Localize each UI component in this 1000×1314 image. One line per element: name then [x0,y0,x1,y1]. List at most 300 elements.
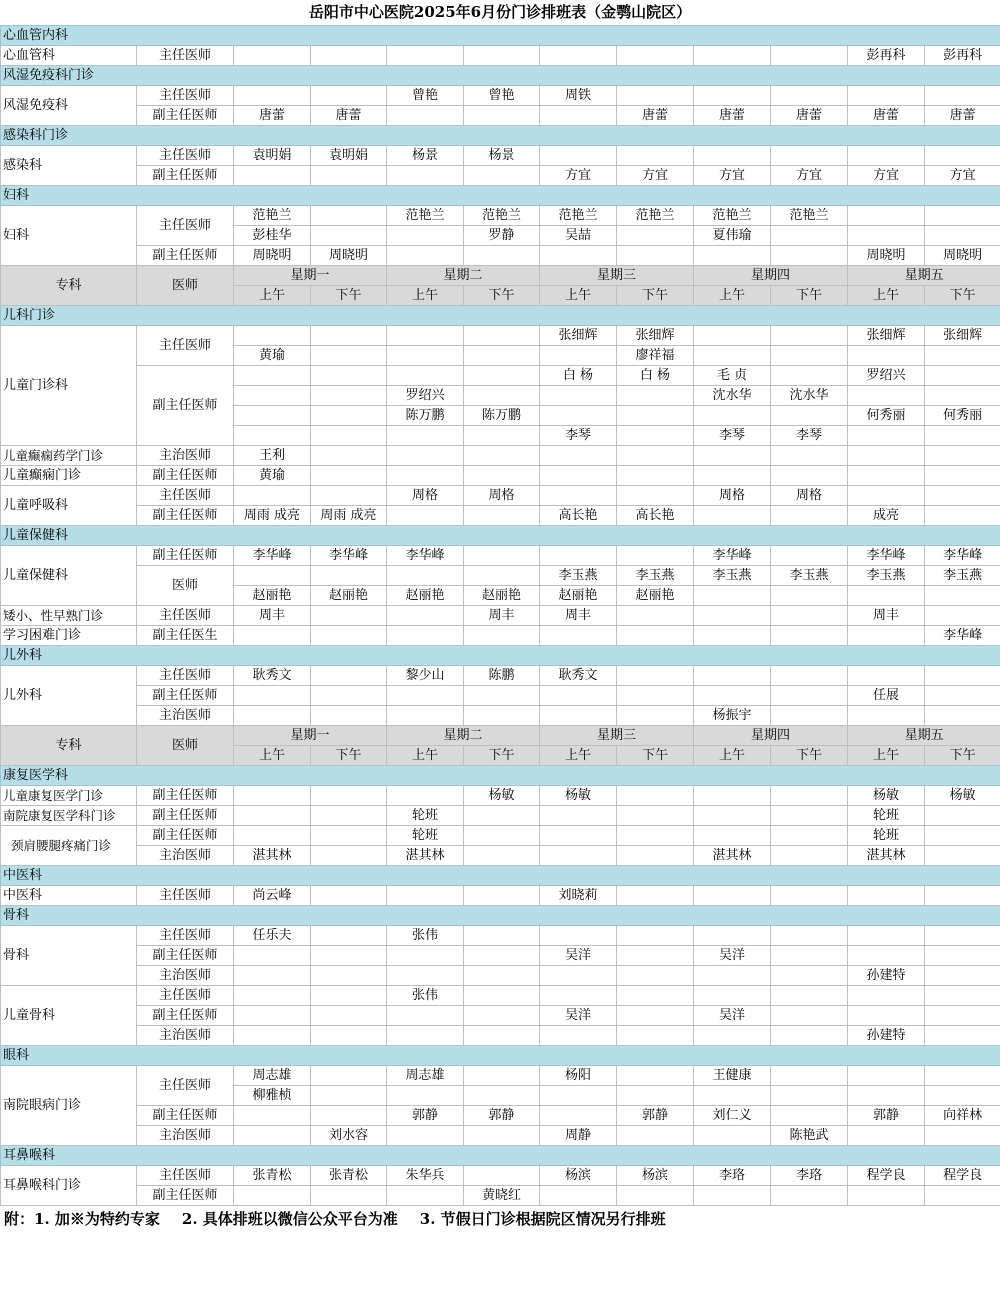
pm-header: 下午 [311,746,387,766]
doctor-cell: 李玉燕 [925,566,1000,586]
doctor-cell: 曾艳 [387,86,464,106]
section-row [1,186,1000,206]
department-cell: 儿外科 [1,666,137,726]
doctor-cell: 刘水容 [311,1126,387,1146]
section-title: 眼科 [1,1046,1000,1066]
doctor-cell [848,986,925,1006]
doctor-cell: 方宜 [540,166,617,186]
doctor-cell: 成亮 [848,506,925,526]
doctor-cell: 李玉燕 [540,566,617,586]
doctor-cell: 范艳兰 [234,206,311,226]
doctor-cell [540,246,617,266]
doctor-cell [311,1026,387,1046]
doctor-title-cell: 主任医师 [137,886,234,906]
doctor-cell [617,1006,694,1026]
doctor-title-cell: 主任医师 [137,986,234,1006]
section-row [1,306,1000,326]
doctor-cell [848,206,925,226]
doctor-cell [617,486,694,506]
doctor-cell [540,986,617,1006]
doctor-cell [848,466,925,486]
doctor-cell [464,626,540,646]
doctor-cell [771,846,848,866]
doctor-title-cell: 副主任医师 [137,1106,234,1126]
doctor-cell [387,326,464,346]
schedule-row [1,1166,1000,1186]
doctor-cell [771,1186,848,1206]
doctor-cell [694,786,771,806]
doctor-cell [464,426,540,446]
doctor-cell: 郭静 [617,1106,694,1126]
doctor-cell [387,226,464,246]
doctor-cell [617,546,694,566]
doctor-cell: 程学良 [848,1166,925,1186]
doctor-cell [617,806,694,826]
doctor-cell [387,506,464,526]
doctor-cell: 王健康 [694,1066,771,1086]
doctor-cell [617,946,694,966]
doctor-cell: 耿秀文 [540,666,617,686]
pm-header: 下午 [925,286,1000,306]
doctor-cell [464,1066,540,1086]
doctor-cell [771,246,848,266]
day-header: 星期四 [694,726,848,746]
doctor-cell [617,46,694,66]
doctor-cell [311,606,387,626]
dept-column-header: 专科 [1,266,137,306]
doctor-cell [694,606,771,626]
doctor-cell: 唐蕾 [771,106,848,126]
doctor-cell: 杨敏 [925,786,1000,806]
doctor-cell: 杨滨 [540,1166,617,1186]
doctor-title-cell: 主治医师 [137,846,234,866]
doctor-cell [234,706,311,726]
doctor-cell [540,846,617,866]
schedule-row [1,446,1000,466]
day-header: 星期四 [694,266,848,286]
section-title: 儿科门诊 [1,306,1000,326]
doctor-cell [311,366,387,386]
schedule-row [1,966,1000,986]
day-header: 星期三 [540,266,694,286]
doctor-cell [771,446,848,466]
doctor-cell [925,1006,1000,1026]
doctor-cell: 李玉燕 [848,566,925,586]
doctor-cell: 彭再科 [925,46,1000,66]
doctor-cell [387,626,464,646]
schedule-row [1,326,1000,346]
department-cell: 儿童门诊科 [1,326,137,446]
doctor-title-cell: 副主任医师 [137,826,234,846]
doctor-cell: 周丰 [464,606,540,626]
doctor-cell [694,86,771,106]
doctor-cell: 方宜 [617,166,694,186]
doctor-cell: 吴洋 [540,1006,617,1026]
schedule-row [1,706,1000,726]
doctor-cell [848,1086,925,1106]
doctor-cell [617,446,694,466]
doctor-cell: 王利 [234,446,311,466]
doctor-title-cell: 副主任医生 [137,626,234,646]
doctor-cell: 轮班 [848,806,925,826]
footer-prefix: 附： [4,1210,35,1228]
doctor-cell [694,586,771,606]
doctor-cell [234,46,311,66]
doctor-cell [694,146,771,166]
schedule-row [1,826,1000,846]
doctor-cell [617,426,694,446]
doctor-cell [311,486,387,506]
doctor-cell [617,86,694,106]
doctor-title-cell: 副主任医师 [137,786,234,806]
doctor-cell [694,806,771,826]
am-header: 上午 [848,286,925,306]
doctor-cell: 湛其林 [848,846,925,866]
doctor-cell: 周雨 成亮 [311,506,387,526]
doctor-cell [234,406,311,426]
doctor-cell [540,966,617,986]
doctor-cell: 周丰 [540,606,617,626]
doctor-column-header: 医师 [137,726,234,766]
section-row [1,866,1000,886]
doctor-cell [387,166,464,186]
pm-header: 下午 [617,746,694,766]
doctor-cell [771,986,848,1006]
section-title: 儿童保健科 [1,526,1000,546]
doctor-cell [694,626,771,646]
doctor-cell [234,626,311,646]
doctor-cell: 吴洋 [694,1006,771,1026]
doctor-cell: 吴洋 [694,946,771,966]
doctor-cell [311,1006,387,1026]
doctor-title-cell: 主任医师 [137,1066,234,1106]
doctor-cell: 周格 [387,486,464,506]
doctor-cell [311,986,387,1006]
doctor-cell [311,1186,387,1206]
department-cell: 儿童康复医学门诊 [1,786,137,806]
doctor-cell [540,346,617,366]
department-cell: 儿童骨科 [1,986,137,1046]
section-row [1,526,1000,546]
am-header: 上午 [540,746,617,766]
doctor-cell: 唐蕾 [234,106,311,126]
doctor-cell: 方宜 [694,166,771,186]
doctor-cell [464,846,540,866]
doctor-cell [694,346,771,366]
doctor-title-cell: 副主任医师 [137,466,234,486]
doctor-cell: 湛其林 [387,846,464,866]
doctor-cell: 耿秀文 [234,666,311,686]
doctor-cell: 李华峰 [234,546,311,566]
doctor-cell [617,146,694,166]
header-row [1,726,1000,746]
doctor-cell: 李玉燕 [694,566,771,586]
pm-header: 下午 [311,286,387,306]
doctor-cell: 湛其林 [234,846,311,866]
doctor-cell [771,1086,848,1106]
section-title: 风湿免疫科门诊 [1,66,1000,86]
doctor-cell [848,926,925,946]
doctor-cell [925,1066,1000,1086]
doctor-cell: 郭静 [464,1106,540,1126]
doctor-cell [464,806,540,826]
doctor-cell [234,486,311,506]
doctor-cell [387,966,464,986]
doctor-cell: 沈水华 [771,386,848,406]
doctor-cell: 李琴 [771,426,848,446]
doctor-cell [234,1126,311,1146]
doctor-cell [311,566,387,586]
doctor-cell [848,1006,925,1026]
doctor-title-cell: 主任医师 [137,326,234,366]
doctor-cell [617,1066,694,1086]
doctor-cell [464,986,540,1006]
doctor-cell: 赵丽艳 [464,586,540,606]
doctor-title-cell: 副主任医师 [137,1186,234,1206]
am-header: 上午 [387,286,464,306]
day-header: 星期五 [848,726,1000,746]
page-title: 岳阳市中心医院2025年6月份门诊排班表（金鹗山院区） [308,3,692,21]
doctor-cell [617,1186,694,1206]
doctor-cell: 李华峰 [925,546,1000,566]
dept-column-header: 专科 [1,726,137,766]
am-header: 上午 [234,286,311,306]
doctor-cell: 杨敏 [540,786,617,806]
section-title: 耳鼻喉科 [1,1146,1000,1166]
doctor-cell [234,366,311,386]
doctor-cell: 白 杨 [617,366,694,386]
section-row [1,1046,1000,1066]
section-title: 心血管内科 [1,26,1000,46]
doctor-cell [540,466,617,486]
doctor-cell: 张细辉 [540,326,617,346]
pm-header: 下午 [771,286,848,306]
footer-note-2: 2. 具体排班以微信公众平台为准 [181,1210,398,1228]
doctor-title-cell: 主任医师 [137,46,234,66]
doctor-cell [925,366,1000,386]
doctor-cell [311,1066,387,1086]
doctor-cell [617,626,694,646]
doctor-cell [311,846,387,866]
doctor-cell: 杨振宇 [694,706,771,726]
doctor-cell: 夏伟瑜 [694,226,771,246]
doctor-cell [925,506,1000,526]
doctor-title-cell: 主治医师 [137,446,234,466]
doctor-cell [848,146,925,166]
am-header: 上午 [848,746,925,766]
doctor-cell: 刘仁义 [694,1106,771,1126]
doctor-cell [311,666,387,686]
schedule-row [1,946,1000,966]
schedule-row [1,1186,1000,1206]
doctor-cell [234,1026,311,1046]
doctor-cell [694,1086,771,1106]
doctor-cell: 范艳兰 [617,206,694,226]
doctor-cell [540,106,617,126]
pm-header: 下午 [464,286,540,306]
doctor-cell [771,826,848,846]
doctor-cell [311,706,387,726]
doctor-cell: 张青松 [311,1166,387,1186]
pm-header: 下午 [464,746,540,766]
doctor-cell [387,886,464,906]
section-title: 妇科 [1,186,1000,206]
doctor-cell [694,686,771,706]
department-cell: 儿童癫痫药学门诊 [1,446,137,466]
footer-note-1: 1. 加※为特约专家 [34,1210,160,1228]
doctor-title-cell: 主任医师 [137,146,234,166]
doctor-cell: 李珞 [771,1166,848,1186]
doctor-cell [311,886,387,906]
doctor-cell [311,406,387,426]
doctor-cell: 周格 [694,486,771,506]
schedule-row [1,246,1000,266]
department-cell: 骨科 [1,926,137,986]
schedule-row [1,986,1000,1006]
doctor-title-cell: 主任医师 [137,666,234,686]
doctor-cell [848,446,925,466]
section-title: 儿外科 [1,646,1000,666]
doctor-cell: 高长艳 [617,506,694,526]
department-cell: 颈肩腰腿疼痛门诊 [1,826,137,866]
am-header: 上午 [694,746,771,766]
doctor-cell [925,1026,1000,1046]
doctor-cell [387,246,464,266]
footer-note-3: 3. 节假日门诊根据院区情况另行排班 [419,1210,666,1228]
doctor-cell [464,326,540,346]
doctor-cell [311,426,387,446]
doctor-cell: 杨景 [464,146,540,166]
department-cell: 妇科 [1,206,137,266]
doctor-title-cell: 副主任医师 [137,506,234,526]
doctor-cell [234,826,311,846]
doctor-cell [387,366,464,386]
schedule-row [1,806,1000,826]
doctor-cell [848,1066,925,1086]
section-title: 感染科门诊 [1,126,1000,146]
doctor-cell [311,226,387,246]
doctor-cell [771,1106,848,1126]
doctor-title-cell: 主任医师 [137,606,234,626]
doctor-cell: 周丰 [234,606,311,626]
schedule-row [1,846,1000,866]
doctor-cell [234,686,311,706]
doctor-cell [925,966,1000,986]
doctor-cell [694,506,771,526]
doctor-cell: 周铁 [540,86,617,106]
doctor-cell [925,1086,1000,1106]
doctor-cell [464,106,540,126]
doctor-cell [848,666,925,686]
doctor-title-cell: 副主任医师 [137,546,234,566]
doctor-cell [234,966,311,986]
doctor-cell [617,686,694,706]
doctor-cell: 尚云峰 [234,886,311,906]
doctor-cell [540,446,617,466]
doctor-cell [540,1086,617,1106]
section-row [1,1146,1000,1166]
department-cell: 耳鼻喉科门诊 [1,1166,137,1206]
doctor-cell [771,346,848,366]
doctor-cell [771,546,848,566]
doctor-cell [925,666,1000,686]
doctor-cell [464,966,540,986]
doctor-cell [848,386,925,406]
doctor-cell [234,426,311,446]
schedule-row [1,686,1000,706]
doctor-cell [540,406,617,426]
doctor-cell: 黄瑜 [234,466,311,486]
doctor-cell [464,1086,540,1106]
doctor-cell [925,986,1000,1006]
doctor-cell [540,1186,617,1206]
doctor-cell [234,326,311,346]
doctor-cell [848,1126,925,1146]
schedule-table [0,25,1000,1206]
doctor-cell: 周静 [540,1126,617,1146]
doctor-cell [925,386,1000,406]
doctor-cell: 沈水华 [694,386,771,406]
doctor-cell [387,1086,464,1106]
doctor-cell [848,706,925,726]
doctor-cell: 朱华兵 [387,1166,464,1186]
doctor-cell: 李华峰 [848,546,925,566]
day-header: 星期二 [387,266,540,286]
doctor-cell [848,86,925,106]
doctor-cell: 周格 [771,486,848,506]
schedule-row [1,366,1000,386]
department-cell: 儿童癫痫门诊 [1,466,137,486]
doctor-cell [464,1006,540,1026]
doctor-cell [311,446,387,466]
doctor-cell [771,226,848,246]
doctor-cell: 方宜 [771,166,848,186]
doctor-cell: 范艳兰 [771,206,848,226]
doctor-cell [694,966,771,986]
doctor-cell [311,386,387,406]
section-row [1,766,1000,786]
doctor-cell [925,706,1000,726]
schedule-row [1,606,1000,626]
doctor-cell [464,826,540,846]
schedule-row [1,166,1000,186]
doctor-cell [771,926,848,946]
department-cell: 儿童呼吸科 [1,486,137,526]
doctor-cell [387,1126,464,1146]
doctor-cell [771,1066,848,1086]
doctor-cell: 周丰 [848,606,925,626]
doctor-cell [617,846,694,866]
doctor-cell [925,466,1000,486]
doctor-cell: 张青松 [234,1166,311,1186]
doctor-cell [771,1006,848,1026]
section-row [1,906,1000,926]
department-cell: 学习困难门诊 [1,626,137,646]
doctor-cell [771,46,848,66]
schedule-row [1,1066,1000,1086]
doctor-cell [387,1006,464,1026]
doctor-cell [925,846,1000,866]
doctor-cell: 罗绍兴 [387,386,464,406]
doctor-cell: 周雨 成亮 [234,506,311,526]
doctor-cell: 方宜 [925,166,1000,186]
doctor-cell: 周晓明 [925,246,1000,266]
doctor-cell: 孙建特 [848,966,925,986]
am-header: 上午 [694,286,771,306]
day-header: 星期一 [234,266,387,286]
doctor-cell [925,86,1000,106]
doctor-cell [617,926,694,946]
